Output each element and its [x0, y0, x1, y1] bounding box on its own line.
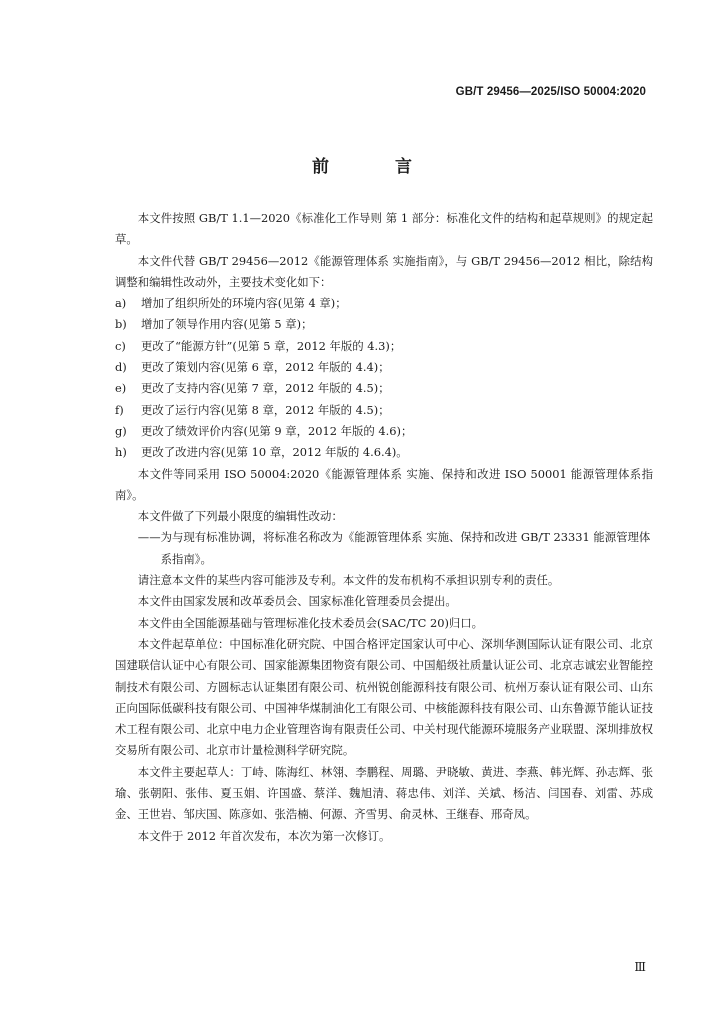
paragraph-drafting-organizations: 本文件起草单位：中国标准化研究院、中国合格评定国家认可中心、深圳华测国际认证有限公司、北京国建联信认证中心有限公司、国家能源集团物资有限公司、中国船级社质量认证公司、北京志诚宏业智能控制技术有限公司、方圆标志认证集团有限公司、杭州锐创能源科技有限公司、杭州万泰认证有限公司、山东正向国际低碳科技有限公司、中国神华煤制油化工有限公司、中核能源科技有限公司、山东鲁源节能认证技术工程有限公司、北京中电力企业管理咨询有限责任公司、中关村现代能源环境服务产业联盟、深圳排放权交易所有限公司、北京市计量检测科学研究院。 [115, 636, 653, 758]
list-item [115, 314, 653, 335]
list-item-text: 增加了领导作用内容(见第 5 章)； [141, 317, 313, 332]
changes-list [115, 293, 653, 463]
dash-list-item: ——为与现有标准协调，将标准名称改为《能源管理体系 实施、保持和改进 GB/T 23331 能源管理体系指南》。 [137, 530, 651, 566]
standard-code: GB/T 29456—2025/ISO 50004:2020 [455, 86, 646, 98]
list-marker: b) [115, 317, 127, 332]
list-item-text: 更改了改进内容(见第 10 章，2012 年版的 4.6.4)。 [141, 445, 408, 460]
list-item-text: 更改了绩效评价内容(见第 9 章，2012 年版的 4.6)； [141, 423, 413, 438]
list-item [115, 357, 653, 378]
list-item-text: 更改了运行内容(见第 8 章，2012 年版的 4.5)； [141, 402, 390, 417]
paragraph-drafting-rules: 本文件按照 GB/T 1.1—2020《标准化工作导则 第 1 部分：标准化文件的结构和起草规则》的规定起草。 [115, 211, 653, 247]
list-marker: c) [115, 338, 126, 353]
paragraph-editorial-changes: 本文件做了下列最小限度的编辑性改动： [137, 509, 343, 524]
list-marker: f) [115, 402, 124, 417]
paragraph-equivalence: 本文件等同采用 ISO 50004:2020《能源管理体系 实施、保持和改进 ISO 50001 能源管理体系指南》。 [115, 466, 653, 502]
list-item [115, 293, 653, 314]
list-item-text: 更改了“能源方针”(见第 5 章，2012 年版的 4.3)； [141, 338, 402, 353]
list-marker: d) [115, 360, 127, 375]
list-marker: e) [115, 381, 127, 396]
list-item [115, 336, 653, 357]
list-item [115, 421, 653, 442]
list-item [115, 378, 653, 399]
list-item-text: 更改了策划内容(见第 6 章，2012 年版的 4.4)； [141, 360, 390, 375]
paragraph-technical-committee: 本文件由全国能源基础与管理标准化技术委员会(SAC/TC 20)归口。 [137, 615, 484, 630]
list-item [115, 442, 653, 463]
list-item-text: 增加了组织所处的环境内容(见第 4 章)； [141, 296, 347, 311]
paragraph-publication-history: 本文件于 2012 年首次发布，本次为第一次修订。 [137, 828, 391, 843]
paragraph-patent-notice: 请注意本文件的某些内容可能涉及专利。本文件的发布机构不承担识别专利的责任。 [137, 573, 560, 588]
page-number: Ⅲ [634, 960, 646, 974]
document-body [115, 208, 653, 847]
list-marker: h) [115, 445, 127, 460]
paragraph-proposer: 本文件由国家发展和改革委员会、国家标准化管理委员会提出。 [137, 594, 457, 609]
paragraph-drafters: 本文件主要起草人：丁峙、陈海红、林翎、李鹏程、周璐、尹晓敏、黄进、李燕、韩光辉、孙志辉、张瑜、张朝阳、张伟、夏玉娟、许国盛、蔡洋、魏旭清、蒋忠伟、刘洋、关斌、杨洁、闫国春、刘雷、苏成金、王世岩、邹庆国、陈彦如、张浩楠、何源、齐雪男、俞灵林、王继春、邢奇凤。 [115, 764, 653, 822]
list-item-text: 更改了支持内容(见第 7 章，2012 年版的 4.5)； [141, 381, 390, 396]
page-title: 前 言 [312, 157, 442, 177]
list-marker: a) [115, 296, 127, 311]
paragraph-replacement: 本文件代替 GB/T 29456—2012《能源管理体系 实施指南》，与 GB/T 29456—2012 相比，除结构调整和编辑性改动外，主要技术变化如下： [115, 253, 653, 289]
list-marker: g) [115, 423, 127, 438]
list-item [115, 400, 653, 421]
